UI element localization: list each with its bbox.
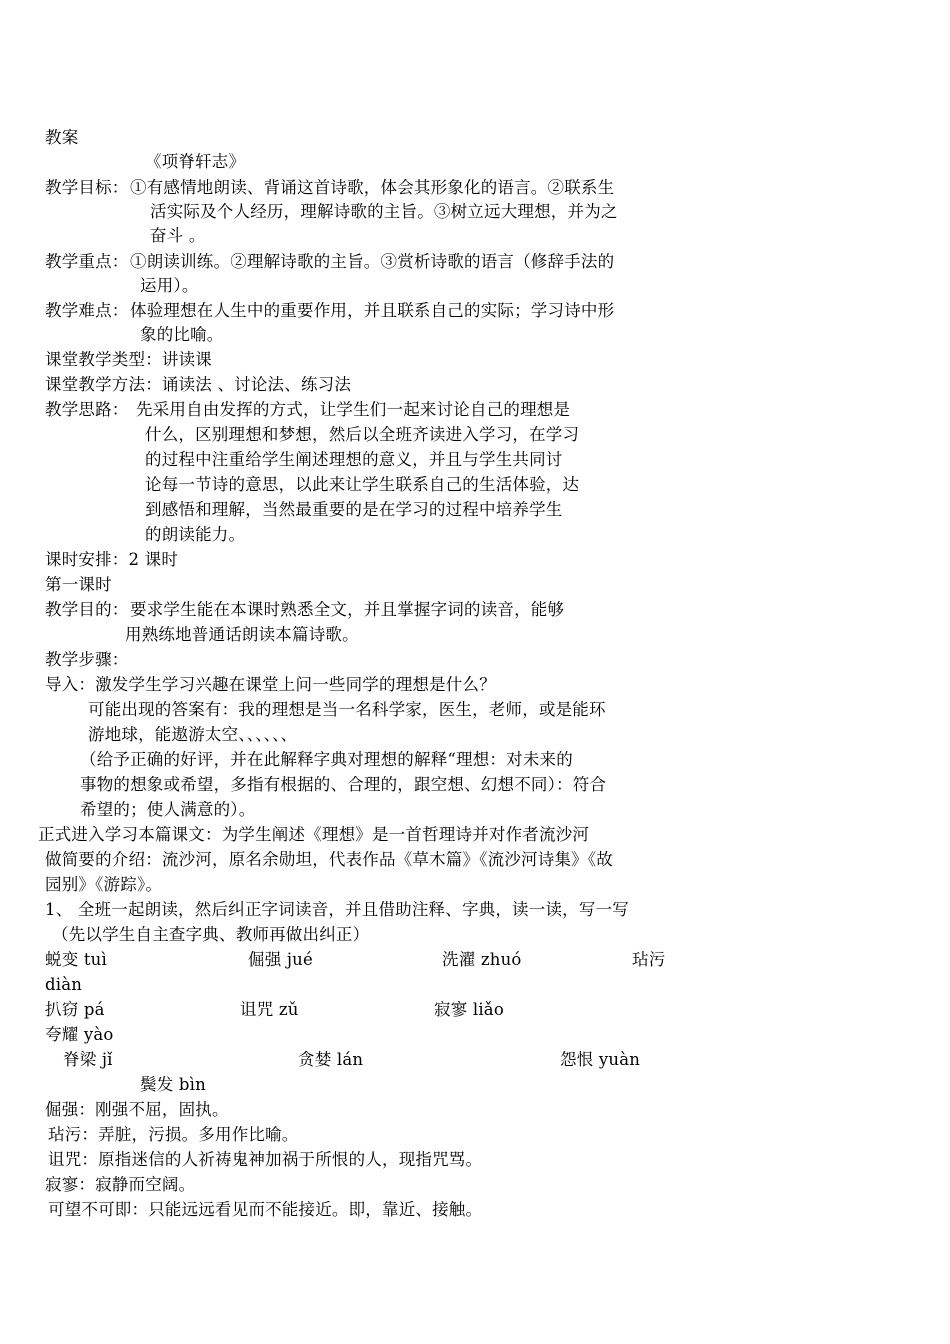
vocab-item: 怨恨 yuàn (560, 1050, 641, 1069)
vocab-item: 寂寥 liǎo (434, 1000, 504, 1019)
approach-line: 什么，区别理想和梦想，然后以全班齐读进入学习，在学习 (145, 425, 580, 444)
task-line: （先以学生自主查字典、教师再做出纠正） (52, 925, 370, 944)
key-points-label: 教学重点： (45, 252, 129, 271)
doc-title: 《项脊轩志》 (145, 152, 246, 171)
difficulties-line: 体验理想在人生中的重要作用，并且联系自己的实际；学习诗中形 (130, 301, 615, 320)
objectives-line: 活实际及个人经历，理解诗歌的主旨。③树立远大理想，并为之 (150, 202, 618, 221)
doc-heading: 教案 (45, 128, 79, 147)
lesson-one-heading: 第一课时 (45, 575, 112, 594)
approach-line: 的过程中注重给学生阐述理想的意义，并且与学生共同讨 (145, 450, 563, 469)
aim-label: 教学目的： (45, 600, 129, 619)
vocab-item: 夸耀 yào (45, 1025, 114, 1044)
formal-line: 正式进入学习本篇课文：为学生阐述《理想》是一首哲理诗并对作者流沙河 (38, 825, 590, 844)
difficulties-label: 教学难点： (45, 301, 129, 320)
formal-line: 做简要的介绍：流沙河，原名余勋坦，代表作品《草木篇》《流沙河诗集》《故 (45, 850, 613, 869)
objectives-line: 奋斗 。 (150, 226, 206, 245)
approach-line: 论每一节诗的意思，以此来让学生联系自己的生活体验，达 (145, 475, 580, 494)
comment-line: 事物的想象或希望，多指有根据的、合理的，跟空想、幻想不同）：符合 (80, 775, 607, 794)
aim-line: 用熟练地普通话朗读本篇诗歌。 (125, 625, 359, 644)
approach-line: 的朗读能力。 (145, 525, 246, 544)
vocab-item: 玷污 (632, 950, 666, 969)
vocab-item: 诅咒 zǔ (240, 1000, 299, 1019)
definition-line: 诅咒：原指迷信的人祈祷鬼神加祸于所恨的人，现指咒骂。 (48, 1150, 483, 1169)
vocab-item: diàn (45, 975, 83, 994)
class-method: 课堂教学方法：诵读法 、讨论法、练习法 (45, 375, 352, 394)
class-type: 课堂教学类型：讲读课 (45, 350, 212, 369)
vocab-item: 倔强 jué (248, 950, 313, 969)
definition-line: 玷污：弄脏，污损。多用作比喻。 (48, 1125, 299, 1144)
definition-line: 寂寥：寂静而空阔。 (45, 1175, 196, 1194)
schedule: 课时安排：2 课时 (45, 550, 179, 569)
aim-line: 要求学生能在本课时熟悉全文，并且掌握字词的读音，能够 (130, 600, 565, 619)
objectives-label: 教学目标： (45, 178, 129, 197)
vocab-item: 蜕变 tuì (45, 950, 107, 969)
task-line: 1、 全班一起朗读，然后纠正字词读音，并且借助注释、字典，读一读，写一写 (45, 900, 629, 919)
vocab-item: 扒窃 pá (45, 1000, 105, 1019)
answers-line: 游地球，能遨游太空、、、、、、 (88, 725, 298, 744)
formal-line: 园别》《游踪》。 (45, 875, 163, 894)
difficulties-line: 象的比喻。 (140, 325, 224, 344)
approach-label: 教学思路： (45, 400, 129, 419)
vocab-item: 贪婪 lán (298, 1050, 364, 1069)
vocab-item: 脊梁 jǐ (63, 1050, 113, 1069)
comment-line: （给予正确的好评，并在此解释字典对理想的解释“理想：对未来的 (80, 750, 573, 769)
definition-line: 倔强：刚强不屈，固执。 (45, 1100, 229, 1119)
key-points-line: ①朗读训练。②理解诗歌的主旨。③赏析诗歌的语言（修辞手法的 (130, 252, 615, 271)
comment-line: 希望的；使人满意的）。 (80, 800, 256, 819)
answers-line: 可能出现的答案有：我的理想是当一名科学家，医生，老师，或是能环 (88, 700, 606, 719)
objectives-line: ①有感情地朗读、背诵这首诗歌，体会其形象化的语言。②联系生 (130, 178, 615, 197)
key-points-line: 运用）。 (140, 276, 199, 295)
vocab-item: 洗濯 zhuó (442, 950, 522, 969)
vocab-item: 鬓发 bìn (140, 1075, 206, 1094)
intro-text: 导入：激发学生学习兴趣在课堂上问一些同学的理想是什么？ (45, 675, 496, 694)
definition-line: 可望不可即：只能远远看见而不能接近。即，靠近、接触。 (48, 1200, 483, 1219)
steps-label: 教学步骤： (45, 650, 129, 669)
approach-line: 先采用自由发挥的方式，让学生们一起来讨论自己的理想是 (136, 400, 571, 419)
approach-line: 到感悟和理解，当然最重要的是在学习的过程中培养学生 (145, 500, 563, 519)
